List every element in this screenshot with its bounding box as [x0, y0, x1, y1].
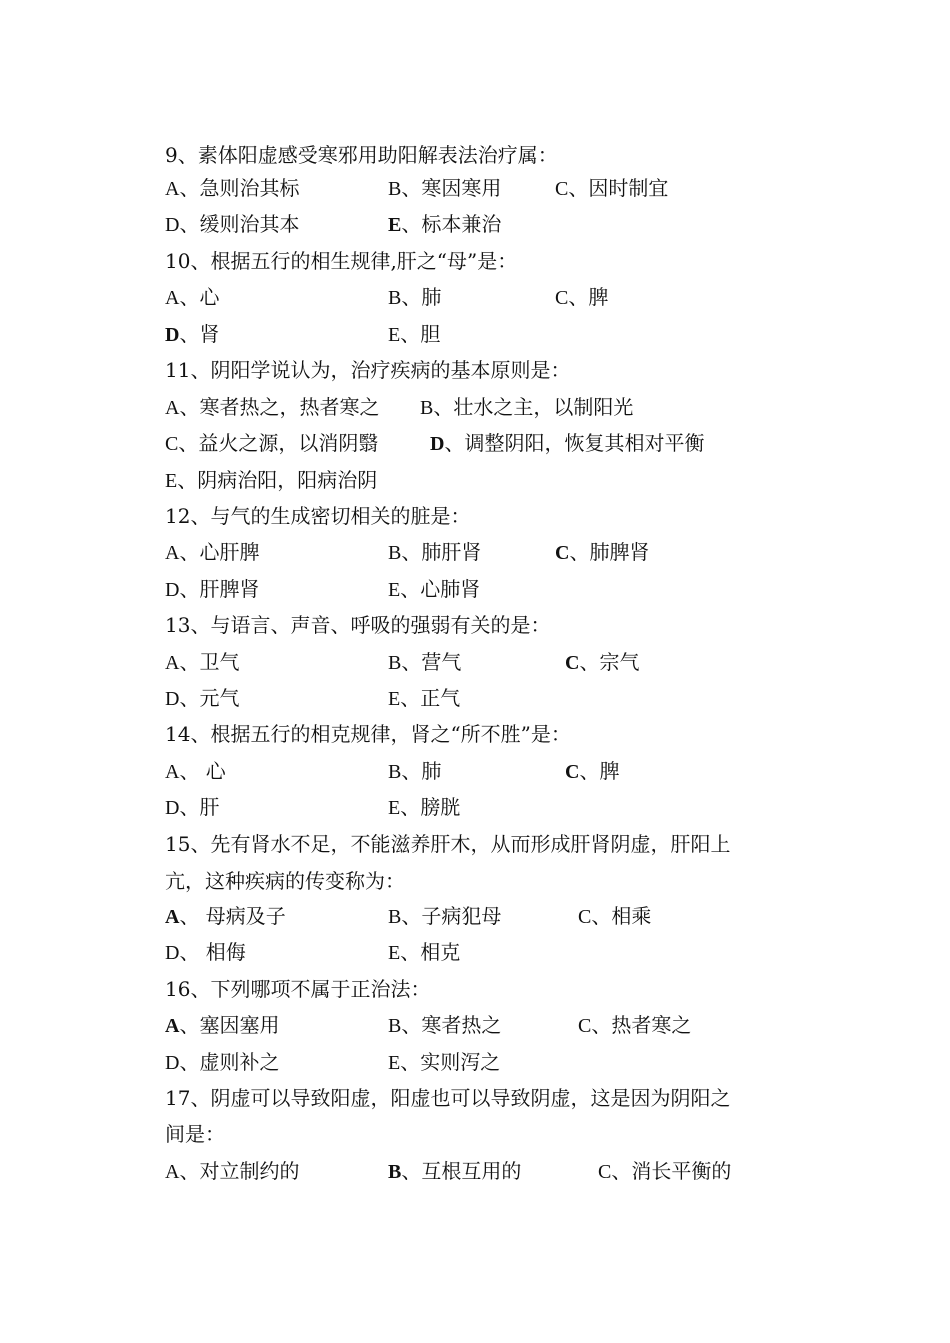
option-text: 、益火之源，以消阴翳: [178, 431, 379, 455]
option-text: 、胆: [400, 322, 441, 346]
option-text: 、相克: [400, 940, 461, 964]
option-d: [165, 686, 239, 711]
option-b: [388, 904, 501, 929]
option-text: 、肾: [179, 322, 220, 346]
option-c: [565, 759, 619, 784]
option-e: [388, 795, 460, 820]
option-letter: A: [165, 287, 180, 309]
option-d: [165, 212, 299, 237]
option-letter: B: [420, 397, 434, 419]
option-letter: C: [578, 906, 592, 928]
option-c: [555, 176, 668, 201]
option-letter: D: [165, 324, 180, 346]
option-letter: A: [165, 1161, 180, 1183]
option-b: [388, 650, 461, 675]
option-d: [165, 577, 259, 602]
option-text: 、卫气: [179, 650, 240, 674]
option-text: 、相乘: [591, 904, 652, 928]
option-letter: D: [165, 214, 180, 236]
option-letter: B: [388, 906, 402, 928]
option-d: [165, 795, 219, 820]
option-c: [555, 540, 649, 565]
option-letter: B: [388, 761, 402, 783]
option-text: 、膀胱: [400, 795, 461, 819]
option-text: 、肝: [179, 795, 220, 819]
option-e: [388, 1050, 500, 1075]
option-letter: D: [165, 688, 180, 710]
option-letter: A: [165, 761, 180, 783]
option-letter: C: [578, 1015, 592, 1037]
option-letter: D: [165, 1052, 180, 1074]
option-d: [165, 322, 219, 347]
option-letter: A: [165, 542, 180, 564]
option-text: 、正气: [400, 686, 461, 710]
question-10-stem: 10、根据五行的相生规律,肝之“母”是：: [165, 249, 518, 273]
option-letter: B: [388, 287, 402, 309]
option-text: 、阴病治阳，阳病治阴: [177, 468, 378, 492]
option-letter: E: [388, 214, 402, 236]
option-letter: E: [388, 324, 401, 346]
option-a: [165, 1159, 299, 1184]
question-9-stem: 9、素体阳虚感受寒邪用助阳解表法治疗属：: [165, 143, 558, 167]
option-b: [388, 540, 481, 565]
option-text: 、塞因塞用: [179, 1013, 280, 1037]
option-text: 、标本兼治: [401, 212, 502, 236]
option-d: [430, 431, 704, 456]
question-12-stem: 12、与气的生成密切相关的脏是：: [165, 504, 471, 528]
question-17-stem: 17、阴虚可以导致阳虚，阳虚也可以导致阴虚，这是因为阴阳之: [165, 1086, 731, 1110]
option-letter: C: [565, 652, 580, 674]
option-letter: D: [165, 579, 180, 601]
option-c: [555, 285, 608, 310]
question-13-stem: 13、与语言、声音、呼吸的强弱有关的是：: [165, 613, 551, 637]
option-text: 、调整阴阳，恢复其相对平衡: [444, 431, 705, 455]
option-text: 、营气: [401, 650, 462, 674]
option-letter: E: [388, 688, 401, 710]
option-letter: C: [165, 433, 179, 455]
option-letter: E: [388, 1052, 401, 1074]
option-e: [388, 322, 440, 347]
option-text: 、对立制约的: [179, 1159, 300, 1183]
option-letter: E: [165, 470, 178, 492]
option-c: [578, 904, 651, 929]
option-text: 、脾: [579, 759, 620, 783]
option-a: [165, 1013, 279, 1038]
option-a: [165, 759, 226, 784]
option-text: 、 心: [179, 759, 226, 783]
option-e: [388, 212, 501, 237]
option-text: 、缓则治其本: [179, 212, 300, 236]
option-text: 、寒因寒用: [401, 176, 502, 200]
option-text: 、实则泻之: [400, 1050, 501, 1074]
option-letter: B: [388, 178, 402, 200]
option-text: 、热者寒之: [591, 1013, 692, 1037]
option-a: [165, 540, 259, 565]
option-letter: C: [598, 1161, 612, 1183]
option-c: [578, 1013, 691, 1038]
option-text: 、宗气: [579, 650, 640, 674]
option-b: [420, 395, 633, 420]
option-b: [388, 759, 441, 784]
option-text: 、 母病及子: [179, 904, 286, 928]
option-text: 、急则治其标: [179, 176, 300, 200]
option-d: [165, 940, 246, 965]
option-letter: C: [565, 761, 580, 783]
option-text: 、子病犯母: [401, 904, 502, 928]
option-letter: A: [165, 906, 180, 928]
option-text: 、脾: [568, 285, 609, 309]
option-letter: B: [388, 542, 402, 564]
option-letter: E: [388, 942, 401, 964]
option-b: [388, 285, 441, 310]
option-text: 、肺肝肾: [401, 540, 482, 564]
question-14-stem: 14、根据五行的相克规律，肾之“所不胜”是：: [165, 722, 571, 746]
option-e: [388, 940, 460, 965]
option-a: [165, 650, 239, 675]
option-text: 、因时制宜: [568, 176, 669, 200]
option-b: [388, 1159, 521, 1184]
option-text: 、肺: [401, 285, 442, 309]
option-a: [165, 904, 286, 929]
option-text: 、 相侮: [179, 940, 246, 964]
option-text: 、肺脾肾: [569, 540, 650, 564]
option-c: [598, 1159, 731, 1184]
option-text: 、寒者热之: [401, 1013, 502, 1037]
question-15-stem: 15、先有肾水不足，不能滋养肝木，从而形成肝肾阴虚，肝阳上: [165, 832, 731, 856]
option-d: [165, 1050, 279, 1075]
option-text: 、消长平衡的: [611, 1159, 732, 1183]
option-a: [165, 395, 379, 420]
option-e: [165, 468, 377, 493]
option-b: [388, 1013, 501, 1038]
option-c: [565, 650, 639, 675]
option-text: 、虚则补之: [179, 1050, 280, 1074]
option-letter: A: [165, 652, 180, 674]
option-text: 、元气: [179, 686, 240, 710]
option-text: 、心肝脾: [179, 540, 260, 564]
option-b: [388, 176, 501, 201]
option-text: 、肺: [401, 759, 442, 783]
option-letter: A: [165, 178, 180, 200]
option-text: 、心: [179, 285, 220, 309]
option-letter: C: [555, 178, 569, 200]
option-letter: D: [430, 433, 445, 455]
question-17-stem-cont: 间是：: [165, 1122, 225, 1146]
option-letter: A: [165, 1015, 180, 1037]
option-text: 、心肺肾: [400, 577, 481, 601]
option-text: 、互根互用的: [401, 1159, 522, 1183]
option-letter: A: [165, 397, 180, 419]
option-e: [388, 577, 480, 602]
question-11-stem: 11、阴阳学说认为，治疗疾病的基本原则是：: [165, 358, 571, 382]
option-a: [165, 176, 299, 201]
option-letter: D: [165, 797, 180, 819]
option-a: [165, 285, 219, 310]
option-letter: B: [388, 1015, 402, 1037]
option-c: [165, 431, 378, 456]
option-letter: E: [388, 579, 401, 601]
option-letter: C: [555, 287, 569, 309]
option-letter: B: [388, 1161, 402, 1183]
question-15-stem-cont: 亢，这种疾病的传变称为：: [165, 869, 405, 893]
option-text: 、寒者热之，热者寒之: [179, 395, 380, 419]
option-letter: E: [388, 797, 401, 819]
option-text: 、肝脾肾: [179, 577, 260, 601]
option-letter: B: [388, 652, 402, 674]
option-e: [388, 686, 460, 711]
option-letter: D: [165, 942, 180, 964]
option-text: 、壮水之主，以制阳光: [433, 395, 634, 419]
question-16-stem: 16、下列哪项不属于正治法：: [165, 977, 431, 1001]
option-letter: C: [555, 542, 570, 564]
